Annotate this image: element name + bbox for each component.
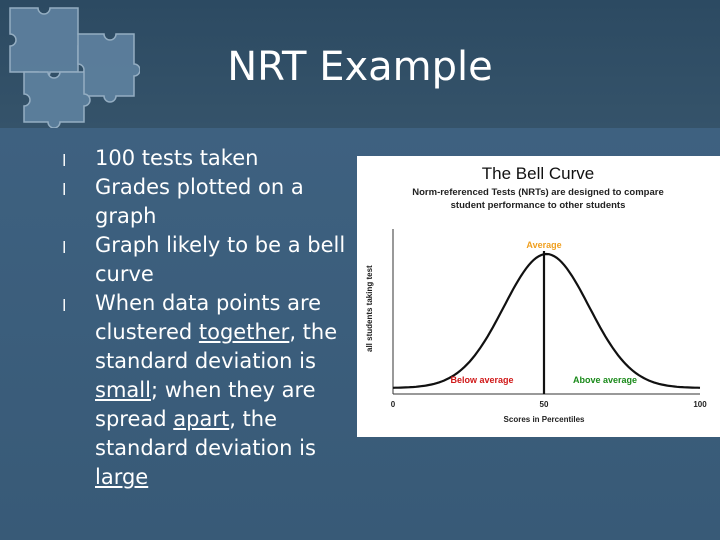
slide-title: NRT Example [227,44,493,90]
bullet-text: When data points are clustered [95,291,322,344]
figure-title: The Bell Curve [481,164,595,183]
x-axis-label: Scores in Percentiles [503,415,585,424]
bullet-marker: l [62,151,67,170]
underlined-text: together [198,320,290,344]
underlined-text: large [95,465,149,489]
bell-curve-svg [357,156,720,437]
bullet-text: Graph likely to be a bell curve [95,233,346,286]
bullet-item [62,231,354,289]
bullet-text: 100 tests taken [95,146,259,170]
average-label: Average [526,240,562,250]
bullet-text: , the standard deviation is [95,407,316,460]
tick-label-50: 50 [539,400,549,409]
figure-subtitle-line2: student performance to other students [450,200,626,211]
figure-subtitle-line1: Norm-referenced Tests (NRTs) are designed to compare [412,187,664,198]
below-average-label: Below average [450,375,514,385]
bell-curve-line [393,254,700,388]
bullet-marker: l [62,238,67,257]
tick-label-0: 0 [390,400,396,409]
bullet-marker: l [62,180,67,199]
bullet-text: , the standard deviation is [95,320,338,373]
bullet-item [62,173,354,231]
y-axis-label: all students taking test [365,265,374,352]
title-band [0,0,720,128]
tick-label-100: 100 [693,400,707,409]
underlined-text: apart [173,407,230,431]
underlined-text: small [95,378,151,402]
bullet-item [62,144,354,173]
above-average-label: Above average [572,375,638,385]
bullet-text: ; when they are spread [95,378,316,431]
bell-curve-figure [357,156,720,437]
bullet-list [62,144,354,492]
bullet-marker: l [62,296,67,315]
bullet-text: Grades plotted on a graph [95,175,304,228]
bullet-item [62,289,354,492]
